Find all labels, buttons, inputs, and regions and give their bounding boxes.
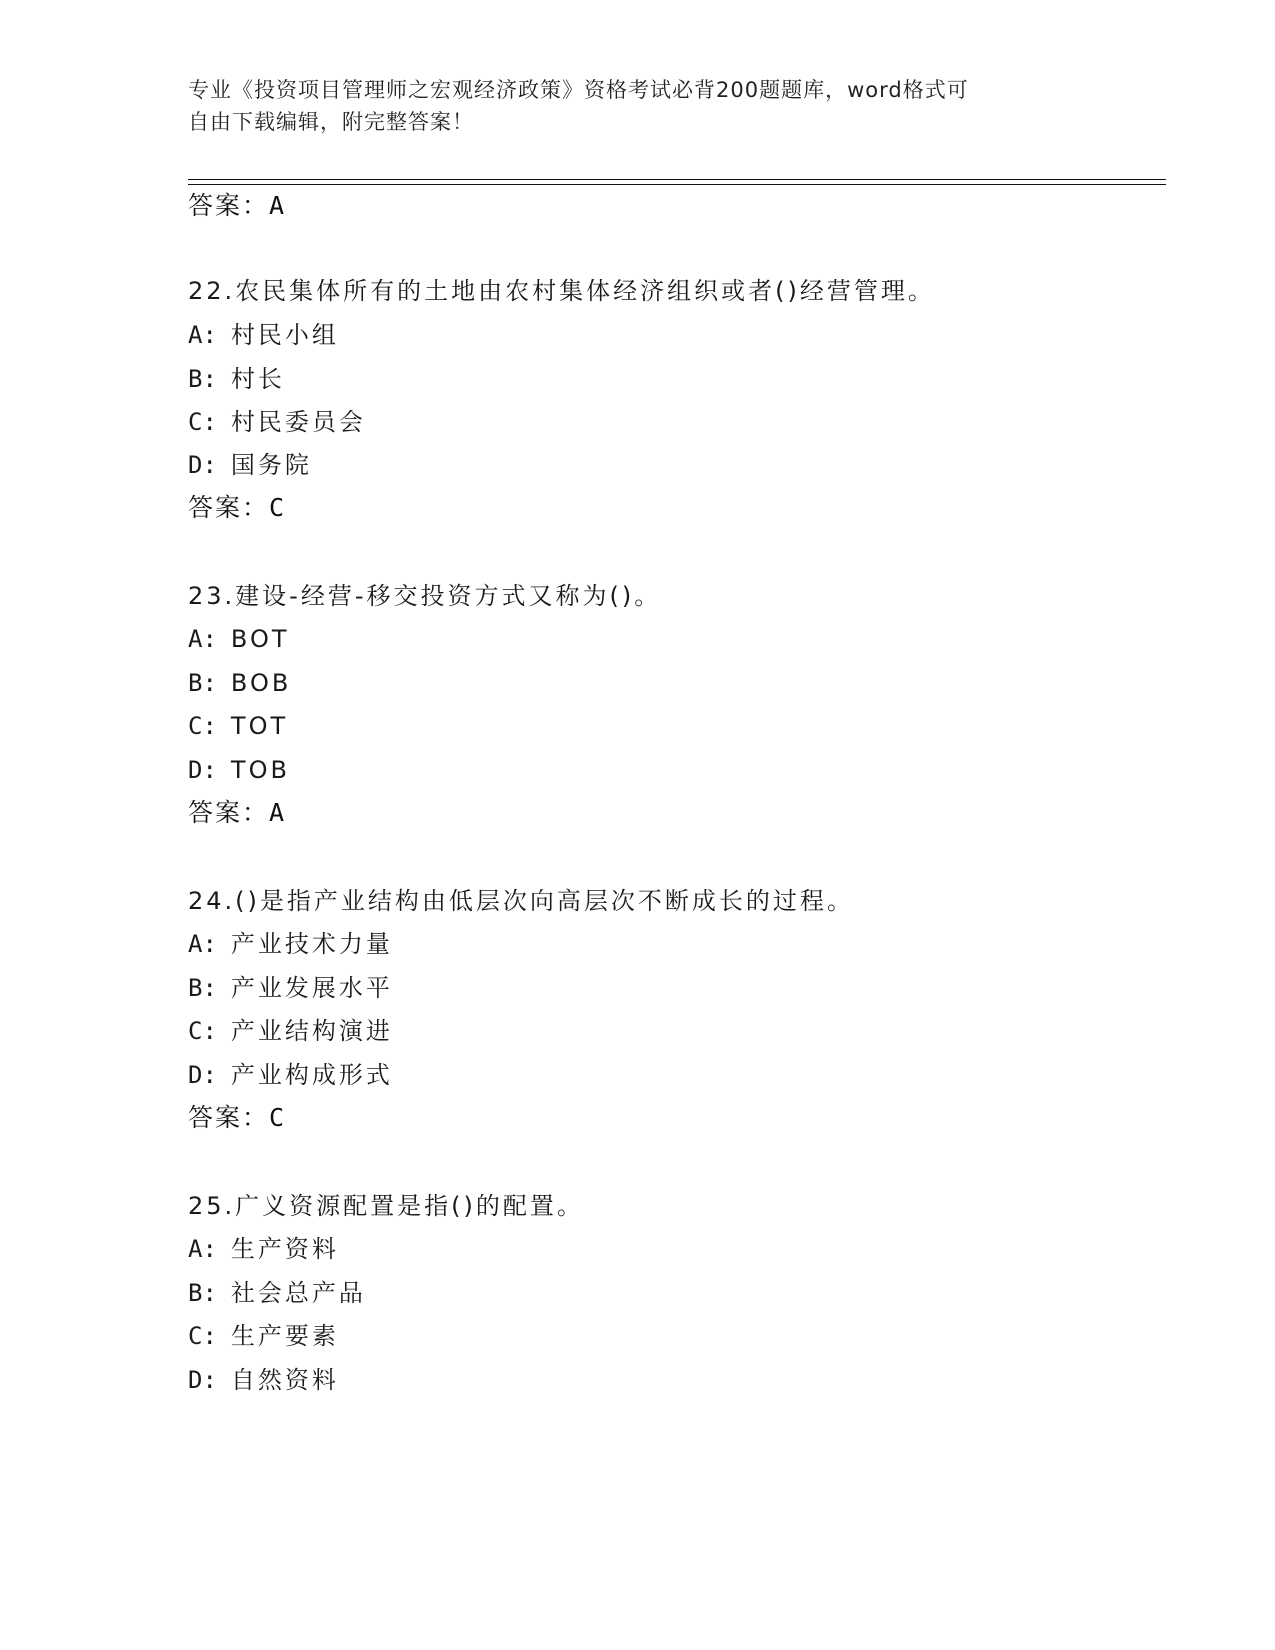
option-label: C: — [188, 712, 217, 740]
question-text: 25.广义资源配置是指()的配置。 — [188, 1192, 584, 1220]
question-text: 23.建设-经营-移交投资方式又称为()。 — [188, 582, 662, 610]
option-line — [188, 407, 366, 437]
header-rule-top — [188, 179, 1166, 180]
header-line-1: 专业《投资项目管理师之宏观经济政策》资格考试必背200题题库，word格式可 — [188, 78, 969, 102]
question-stem — [188, 886, 854, 916]
option-text: 产业发展水平 — [230, 974, 393, 1002]
answer-line — [188, 493, 284, 523]
option-text: TOB — [230, 756, 290, 784]
option-text: 村民委员会 — [230, 408, 366, 436]
option-text: BOT — [230, 625, 290, 653]
answer-line — [188, 1103, 284, 1133]
option-label: C: — [188, 408, 217, 436]
header-rule-bottom — [188, 184, 1166, 185]
answer-line — [188, 191, 284, 221]
option-line — [188, 450, 312, 480]
document-header — [188, 74, 1068, 138]
option-label: C: — [188, 1322, 217, 1350]
option-text: TOT — [230, 712, 289, 740]
option-label: B: — [188, 974, 217, 1002]
option-text: 生产要素 — [230, 1322, 339, 1350]
answer-letter: A — [269, 798, 285, 827]
header-line-2: 自由下载编辑，附完整答案！ — [188, 110, 474, 134]
answer-prefix: 答案： — [188, 798, 270, 827]
option-text: 村长 — [230, 365, 285, 393]
question-stem — [188, 276, 935, 306]
option-label: D: — [188, 1366, 217, 1394]
option-line — [188, 1016, 393, 1046]
answer-prefix: 答案： — [188, 1103, 270, 1132]
option-line — [188, 755, 290, 785]
option-text: 产业技术力量 — [230, 930, 393, 958]
question-stem — [188, 1191, 584, 1221]
option-text: 自然资料 — [230, 1366, 339, 1394]
question-text: 24.()是指产业结构由低层次向高层次不断成长的过程。 — [188, 887, 854, 915]
answer-prefix: 答案： — [188, 191, 270, 220]
option-line — [188, 668, 291, 698]
answer-letter: C — [269, 493, 285, 522]
option-line — [188, 1234, 339, 1264]
option-text: 产业结构演进 — [230, 1017, 393, 1045]
option-label: D: — [188, 451, 217, 479]
option-label: B: — [188, 365, 217, 393]
option-text: 生产资料 — [230, 1235, 339, 1263]
option-text: 社会总产品 — [230, 1279, 366, 1307]
option-line — [188, 364, 285, 394]
answer-line — [188, 798, 284, 828]
option-label: B: — [188, 669, 217, 697]
answer-letter: C — [269, 1103, 285, 1132]
option-text: 国务院 — [230, 451, 312, 479]
option-text: BOB — [230, 669, 292, 697]
option-label: C: — [188, 1017, 217, 1045]
option-label: B: — [188, 1279, 217, 1307]
option-label: A: — [188, 321, 217, 349]
option-line — [188, 929, 393, 959]
option-line — [188, 1060, 393, 1090]
option-label: A: — [188, 625, 217, 653]
option-line — [188, 1365, 339, 1395]
option-line — [188, 624, 290, 654]
answer-letter: A — [269, 191, 285, 220]
option-line — [188, 1321, 339, 1351]
option-label: D: — [188, 1061, 217, 1089]
option-label: A: — [188, 930, 217, 958]
option-line — [188, 711, 288, 741]
option-text: 产业构成形式 — [230, 1061, 393, 1089]
option-line — [188, 1278, 366, 1308]
answer-prefix: 答案： — [188, 493, 270, 522]
option-line — [188, 320, 339, 350]
option-text: 村民小组 — [230, 321, 339, 349]
option-label: A: — [188, 1235, 217, 1263]
question-text: 22.农民集体所有的土地由农村集体经济组织或者()经营管理。 — [188, 277, 935, 305]
option-line — [188, 973, 393, 1003]
option-label: D: — [188, 756, 217, 784]
question-stem — [188, 581, 661, 611]
